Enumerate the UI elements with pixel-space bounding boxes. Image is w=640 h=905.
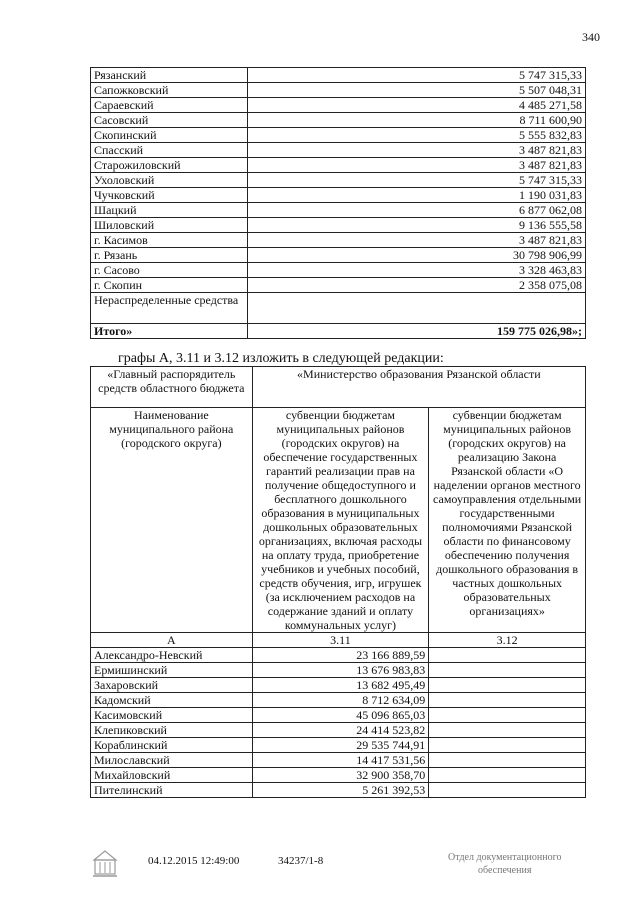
table-row: [91, 783, 586, 798]
main-manager-header: «Главный распорядитель средств областного бюджета: [91, 367, 253, 408]
table-row: [91, 233, 586, 248]
header-row-3: [91, 633, 586, 648]
total-row: [91, 324, 586, 339]
district-name: г. Скопин: [91, 278, 248, 293]
table-row: [91, 158, 586, 173]
amount-value: 2 358 075,08: [248, 278, 586, 293]
table-row: [91, 708, 586, 723]
district-name: Рязанский: [91, 68, 248, 83]
table-row: [91, 738, 586, 753]
table-row: [91, 693, 586, 708]
table-row: [91, 278, 586, 293]
district-name: Шацкий: [91, 203, 248, 218]
amount-312-value: [429, 783, 586, 798]
district-name: Кораблинский: [91, 738, 253, 753]
table-row: [91, 648, 586, 663]
amount-value: 3 487 821,83: [248, 233, 586, 248]
amount-value: 45 096 865,03: [252, 708, 429, 723]
table-row: [91, 768, 586, 783]
stamp-line-2: обеспечения: [478, 865, 532, 876]
district-name: Шиловский: [91, 218, 248, 233]
table-row: [91, 753, 586, 768]
amount-312-value: [429, 768, 586, 783]
amount-value: 13 676 983,83: [252, 663, 429, 678]
amount-value: 5 261 392,53: [252, 783, 429, 798]
allocation-table-bottom: [90, 366, 586, 798]
label-a: А: [91, 633, 253, 648]
district-name: Сапожковский: [91, 83, 248, 98]
district-name: Пителинский: [91, 783, 253, 798]
amount-value: 9 136 555,58: [248, 218, 586, 233]
district-name: Клепиковский: [91, 723, 253, 738]
amount-value: 5 747 315,33: [248, 173, 586, 188]
district-name: Сараевский: [91, 98, 248, 113]
instruction-paragraph: графы А, 3.11 и 3.12 изложить в следующей редакции:: [118, 351, 444, 366]
allocation-table-top: [90, 67, 586, 339]
amount-value: 3 328 463,83: [248, 263, 586, 278]
amount-value: 14 417 531,56: [252, 753, 429, 768]
table-row: [91, 143, 586, 158]
table-row: [91, 678, 586, 693]
undistributed-value: [248, 293, 586, 324]
district-name: г. Касимов: [91, 233, 248, 248]
amount-value: 3 487 821,83: [248, 158, 586, 173]
table-row: [91, 218, 586, 233]
amount-value: 29 535 744,91: [252, 738, 429, 753]
col-311-header: субвенции бюджетам муниципальных районов (городских округов) на обеспечение государственных гарантий реализации прав на получение общедоступного и бесплатного дошкольного образования в муниципальных дошкольных образовательных организациях, включая расходы на оплату труда, приобретение учебников и учебных пособий, средств обучения, игр, игрушек (за исключением расходов на содержание зданий и оплату коммунальных услуг): [252, 408, 429, 633]
district-name: г. Рязань: [91, 248, 248, 263]
table-row: [91, 68, 586, 83]
district-name: Ермишинский: [91, 663, 253, 678]
amount-312-value: [429, 663, 586, 678]
emblem-icon: [92, 848, 118, 878]
amount-312-value: [429, 738, 586, 753]
amount-value: 5 507 048,31: [248, 83, 586, 98]
table-row: [91, 83, 586, 98]
amount-value: 24 414 523,82: [252, 723, 429, 738]
amount-value: 5 555 832,83: [248, 128, 586, 143]
district-name: Скопинский: [91, 128, 248, 143]
undistributed-label: Нераспределенные средства: [91, 293, 248, 324]
amount-value: 3 487 821,83: [248, 143, 586, 158]
district-name: Сасовский: [91, 113, 248, 128]
district-name: Михайловский: [91, 768, 253, 783]
col-name-header: Наименование муниципального района (городского округа): [91, 408, 253, 633]
amount-312-value: [429, 753, 586, 768]
amount-value: 23 166 889,59: [252, 648, 429, 663]
total-value: 159 775 026,98»;: [248, 324, 586, 339]
amount-value: 4 485 271,58: [248, 98, 586, 113]
page-number: 340: [582, 30, 600, 44]
amount-312-value: [429, 693, 586, 708]
table-row: [91, 723, 586, 738]
table-row: [91, 663, 586, 678]
district-name: Касимовский: [91, 708, 253, 723]
undistributed-row: [91, 293, 586, 324]
district-name: Старожиловский: [91, 158, 248, 173]
table-row: [91, 248, 586, 263]
amount-value: 6 877 062,08: [248, 203, 586, 218]
amount-312-value: [429, 723, 586, 738]
amount-312-value: [429, 648, 586, 663]
header-row-2: [91, 408, 586, 633]
amount-312-value: [429, 678, 586, 693]
header-row-1: [91, 367, 586, 408]
amount-value: 13 682 495,49: [252, 678, 429, 693]
district-name: Ухоловский: [91, 173, 248, 188]
district-name: Захаровский: [91, 678, 253, 693]
district-name: Чучковский: [91, 188, 248, 203]
amount-value: 8 712 634,09: [252, 693, 429, 708]
table-row: [91, 173, 586, 188]
footer-doc-id: 34237/1-8: [278, 855, 324, 867]
district-name: г. Сасово: [91, 263, 248, 278]
district-name: Милославский: [91, 753, 253, 768]
amount-value: 5 747 315,33: [248, 68, 586, 83]
total-label: Итого»: [91, 324, 248, 339]
label-311: 3.11: [252, 633, 429, 648]
table-row: [91, 98, 586, 113]
table-row: [91, 128, 586, 143]
ministry-header: «Министерство образования Рязанской области: [252, 367, 585, 408]
district-name: Кадомский: [91, 693, 253, 708]
amount-value: 32 900 358,70: [252, 768, 429, 783]
district-name: Спасский: [91, 143, 248, 158]
stamp-line-1: Отдел документационного: [448, 852, 562, 863]
table-row: [91, 203, 586, 218]
amount-value: 8 711 600,90: [248, 113, 586, 128]
col-312-header: субвенции бюджетам муниципальных районов (городских округов) на реализацию Закона Рязанской области «О наделении органов местного самоуправления отдельными государственными полномочиями Рязанской области по финансовому обеспечению получения дошкольного образования в частных дошкольных образовательных организациях»: [429, 408, 586, 633]
table-row: [91, 113, 586, 128]
amount-value: 30 798 906,99: [248, 248, 586, 263]
amount-value: 1 190 031,83: [248, 188, 586, 203]
table-row: [91, 188, 586, 203]
table-row: [91, 263, 586, 278]
district-name: Александро-Невский: [91, 648, 253, 663]
label-312: 3.12: [429, 633, 586, 648]
footer-datetime: 04.12.2015 12:49:00: [148, 855, 240, 867]
amount-312-value: [429, 708, 586, 723]
department-stamp: [448, 851, 561, 877]
